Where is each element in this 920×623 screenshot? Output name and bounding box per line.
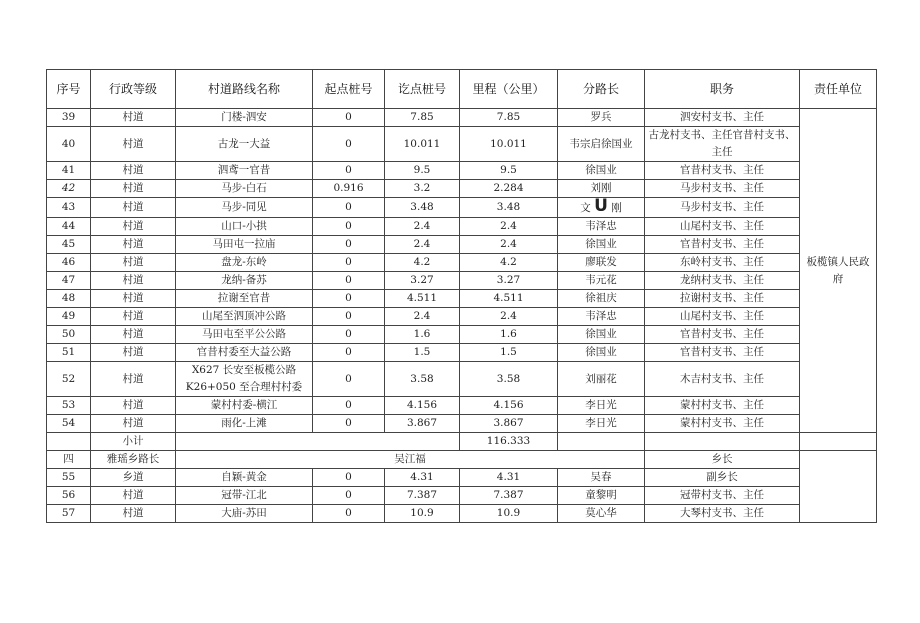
table-row: 56 村道 冠带-江北 0 7.387 7.387 童黎明 冠带村支书、主任 — [47, 487, 877, 505]
table-row: 55 乡道 自颖-黄金 0 4.31 4.31 吴春 副乡长 — [47, 469, 877, 487]
table-row: 47 村道 龙纳-备苏 0 3.27 3.27 韦元花 龙纳村支书、主任 — [47, 272, 877, 290]
header-leader: 分路长 — [558, 70, 645, 109]
header-start: 起点桩号 — [313, 70, 385, 109]
section-name: 雅瑶乡路长 — [91, 451, 176, 469]
header-row — [47, 70, 877, 109]
subtotal-km: 116.333 — [460, 433, 558, 451]
responsible-unit: 板榄镇人民政府 — [800, 109, 877, 433]
section-row — [47, 451, 877, 469]
header-km: 里程（公里） — [460, 70, 558, 109]
table-row: 53 村道 蒙村村委-横江 0 4.156 4.156 李日光 蒙村村支书、主任 — [47, 397, 877, 415]
subtotal-label: 小计 — [91, 433, 176, 451]
road-chief-table — [46, 69, 877, 523]
header-route-name: 村道路线名称 — [176, 70, 313, 109]
header-end: 讫点桩号 — [385, 70, 460, 109]
section-title: 乡长 — [645, 451, 800, 469]
table-row: 43 村道 马步-同见 0 3.48 3.48 文 U 刚 马步村支书、主任 — [47, 198, 877, 218]
header-no: 序号 — [47, 70, 91, 109]
table-row: 48 村道 拉谢至官昔 0 4.511 4.511 徐祖庆 拉谢村支书、主任 — [47, 290, 877, 308]
header-unit: 责任单位 — [800, 70, 877, 109]
table-row: 39 村道 门楼-泗安 0 7.85 7.85 罗兵 泗安村支书、主任 板榄镇人民政府 — [47, 109, 877, 127]
table-row: 52 村道 X627 长安至板榄公路 K26+050 至合理村村委 0 3.58 3.58 刘丽花 木吉村支书、主任 — [47, 362, 877, 397]
table-row: 40 村道 古龙一大益 0 10.011 10.011 韦宗启徐国业 古龙村支书、主任官昔村支书、主任 — [47, 127, 877, 162]
table-row: 42 村道 马步-白石 0.916 3.2 2.284 刘刚 马步村支书、主任 — [47, 180, 877, 198]
section-no: 四 — [47, 451, 91, 469]
subtotal-row — [47, 433, 877, 451]
table-row: 51 村道 官昔村委至大益公路 0 1.5 1.5 徐国业 官昔村支书、主任 — [47, 344, 877, 362]
table-row: 46 村道 盘龙-东岭 0 4.2 4.2 廖联发 东岭村支书、主任 — [47, 254, 877, 272]
table-row: 57 村道 大庙-苏田 0 10.9 10.9 莫心华 大琴村支书、主任 — [47, 505, 877, 523]
section-leader: 吴江福 — [176, 451, 645, 469]
table-row: 41 村道 泗鸢一官昔 0 9.5 9.5 徐国业 官昔村支书、主任 — [47, 162, 877, 180]
table-row: 45 村道 马田屯一拉庙 0 2.4 2.4 徐国业 官昔村支书、主任 — [47, 236, 877, 254]
table-row: 49 村道 山尾至泗顶冲公路 0 2.4 2.4 韦泽忠 山尾村支书、主任 — [47, 308, 877, 326]
header-grade: 行政等级 — [91, 70, 176, 109]
table-row: 50 村道 马田屯至平公公路 0 1.6 1.6 徐国业 官昔村支书、主任 — [47, 326, 877, 344]
table-row: 54 村道 雨化-上滩 0 3.867 3.867 李日光 蒙村村支书、主任 — [47, 415, 877, 433]
header-title: 职务 — [645, 70, 800, 109]
table-row: 44 村道 山口-小拱 0 2.4 2.4 韦泽忠 山尾村支书、主任 — [47, 218, 877, 236]
